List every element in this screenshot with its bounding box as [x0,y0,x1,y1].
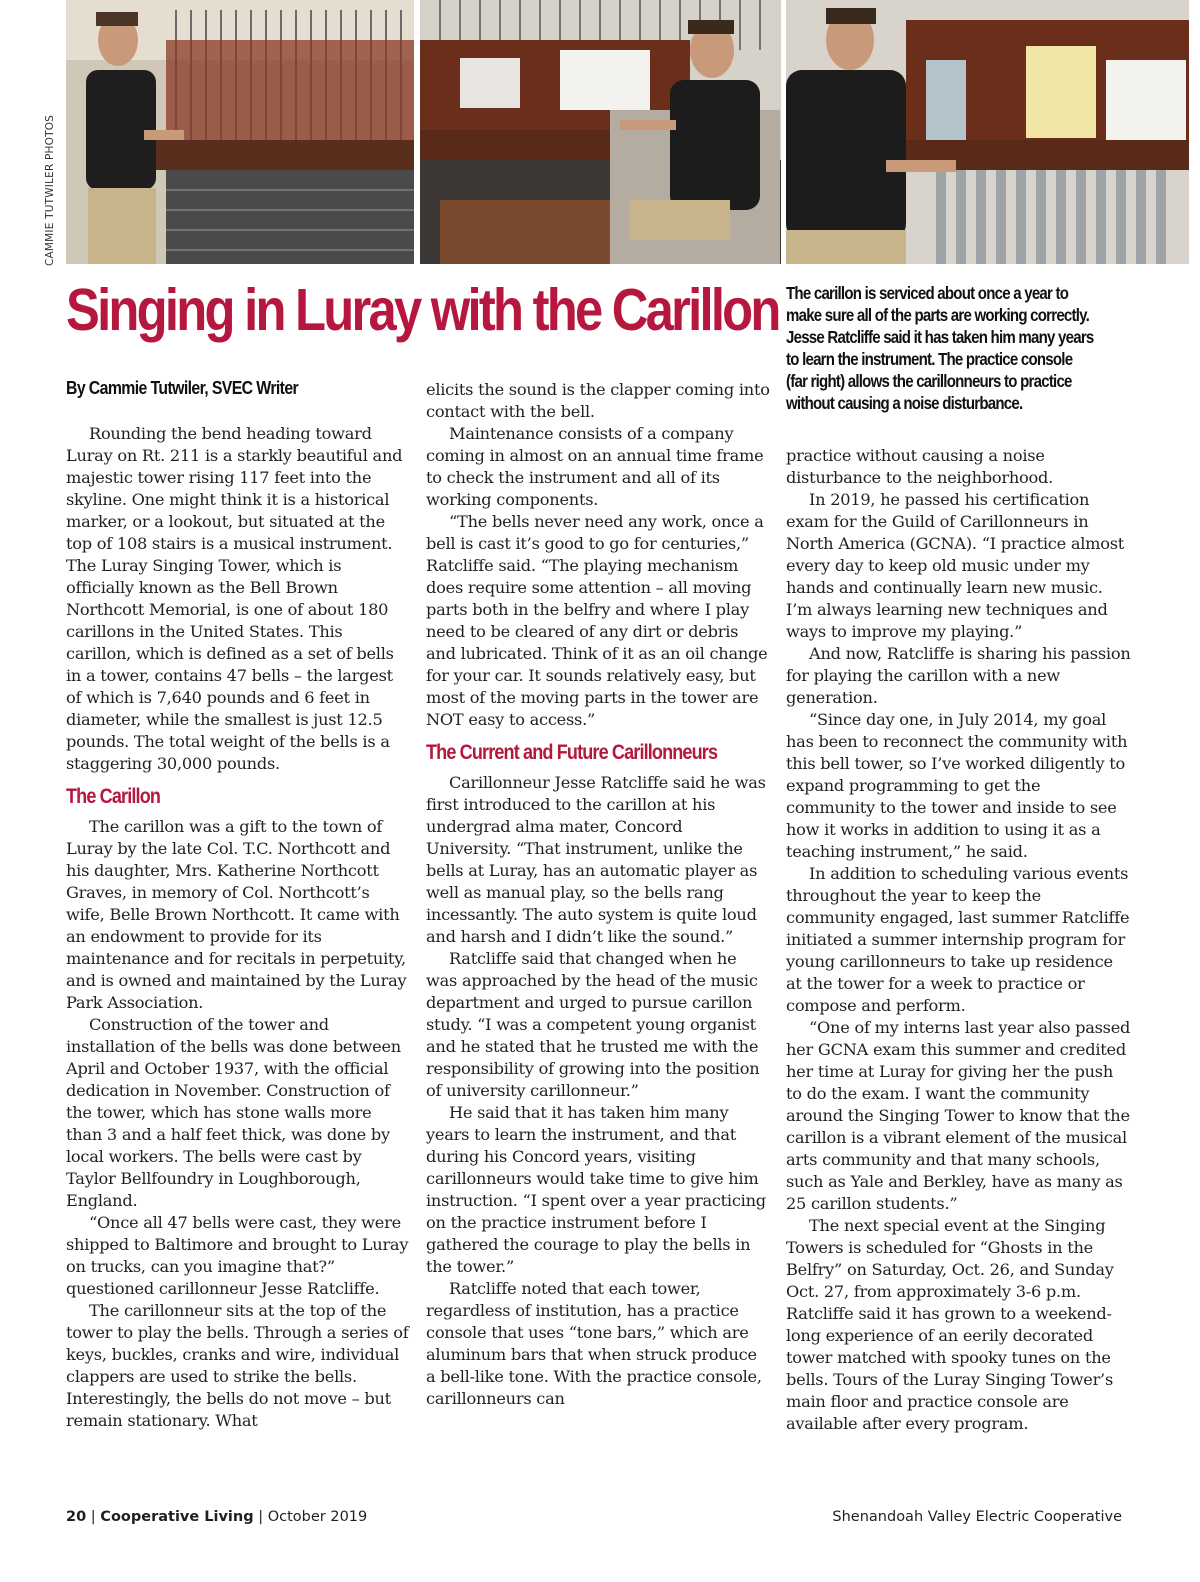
photo-playing-carillon [420,0,781,264]
photo-practice-console [786,0,1189,264]
paragraph: “Since day one, in July 2014, my goal has been to reconnect the community with this bell tower, so I’ve worked diligently to expand programming to get the community to the tower and inside to see how it works in addition to using it as a teaching instrument,” he said. [786,710,1128,861]
photo-explaining-console [66,0,414,264]
footer-separator: | [90,1509,96,1525]
paragraph: The carillon was a gift to the town of Luray by the late Col. T.C. Northcott and his daughter, Mrs. Katherine Northcott Graves, in memory of Col. Northcott’s wife, Belle Brown Northcott. It came with an endowment to provide for its maintenance and for recitals in perpetuity, and is owned and maintained by the Luray Park Association. [66,817,407,1012]
section-heading-the-carillon: The Carillon [66,785,161,808]
paragraph: Construction of the tower and installation of the bells was done between April and October 1937, with the official dedication in November. Construction of the tower, which has stone walls more than 3 and a half feet thick, was done by local workers. The bells were cast by Taylor Bellfoundry in Loughborough, England. [66,1015,401,1210]
paragraph: Ratcliffe said that changed when he was approached by the head of the music department and urged to pursue carillon study. “I was a competent young organist and he stated that he trusted me with the responsibility of growing into the position of university carillonneur.” [426,949,760,1100]
paragraph: Maintenance consists of a company coming in almost on an annual time frame to check the instrument and all of its working components. [426,424,764,509]
paragraph: The next special event at the Singing Towers is scheduled for “Ghosts in the Belfry” on Saturday, Oct. 26, and Sunday Oct. 27, from approximately 3-6 p.m. Ratcliffe said it has grown to a weekend-long experience of an eerily decorated tower matched with spooky tunes on the bells. Tours of the Luray Singing Tower’s main floor and practice console are available after every program. [786,1216,1114,1433]
paragraph: elicits the sound is the clapper coming into contact with the bell. [426,380,770,421]
page-title: Singing in Luray with the Carillon [66,277,779,343]
magazine-name: Cooperative Living [100,1509,254,1525]
paragraph: “The bells never need any work, once a bell is cast it’s good to go for centuries,” Ratcliffe said. “The playing mechanism does require some attention – all moving parts both in the belfry and where I play need to be cleared of any dirt or debris and lubricated. Think of it as an oil change for your car. It sounds relatively easy, but most of the moving parts in the tower are NOT easy to access.” [426,512,768,729]
paragraph: He said that it has taken him many years to learn the instrument, and that during his Concord years, visiting carillonneurs would take time to give him instruction. “I spent over a year practicing on the practice instrument before I gathered the courage to play the bells in the tower.” [426,1103,766,1276]
article-column-2 [426,379,771,1410]
footer-separator: | [258,1509,264,1525]
article-column-3 [786,445,1131,1435]
photo-credit: CAMMIE TUTWILER PHOTOS [44,114,56,266]
man-explaining-carillon-console-icon [66,0,414,264]
issue-date: October 2019 [267,1509,368,1525]
paragraph: practice without causing a noise disturbance to the neighborhood. [786,446,1054,487]
paragraph: Rounding the bend heading toward Luray on Rt. 211 is a starkly beautiful and majestic tower rising 117 feet into the skyline. One might think it is a historical marker, or a lookout, but situated at the top of 108 stairs is a musical instrument. The Luray Singing Tower, which is officially known as the Bell Brown Northcott Memorial, is one of about 180 carillons in the United States. This carillon, which is defined as a set of bells in a tower, contains 47 bells – the largest of which is 7,640 pounds and 6 feet in diameter, while the smallest is just 12.5 pounds. The total weight of the bells is a staggering 30,000 pounds. [66,424,403,773]
paragraph: In addition to scheduling various events throughout the year to keep the community engaged, last summer Ratcliffe initiated a summer internship program for young carillonneurs to take up residence at the tower for a week to practice or compose and perform. [786,864,1130,1015]
page-number: 20 [66,1509,87,1525]
paragraph: Ratcliffe noted that each tower, regardless of institution, has a practice console that uses “tone bars,” which are aluminum bars that when struck produce a bell-like tone. With the practice console, carillonneurs can [426,1279,762,1408]
paragraph: The carillonneur sits at the top of the tower to play the bells. Through a series of keys, buckles, cranks and wire, individual clappers are used to strike the bells. Interestingly, the bells do not move – but remain stationary. What [66,1301,409,1430]
page-footer-left [66,1509,367,1525]
photo-caption: The carillon is serviced about once a year to make sure all of the parts are working correctly. Jesse Ratcliffe said it has taken him many years to learn the instrument. The practice console (far right) allows the carillonneurs to practice without causing a noise disturbance. [786,283,1094,413]
paragraph: “One of my interns last year also passed her GCNA exam this summer and credited her time at Luray for giving her the push to do the exam. I want the community around the Singing Tower to know that the carillon is a vibrant element of the musical arts community and that many schools, such as Yale and Berkley, have as many as 25 carillon students.” [786,1018,1131,1213]
paragraph: Carillonneur Jesse Ratcliffe said he was first introduced to the carillon at his undergrad alma mater, Concord University. “That instrument, unlike the bells at Luray, has an automatic player as well as manual play, so the bells rang incessantly. The auto system is quite loud and harsh and I didn’t like the sound.” [426,773,766,946]
man-at-practice-console-icon [786,0,1189,264]
paragraph: And now, Ratcliffe is sharing his passion for playing the carillon with a new generation. [786,644,1131,707]
publisher-name: Shenandoah Valley Electric Cooperative [832,1509,1122,1525]
man-playing-carillon-icon [420,0,781,264]
paragraph: In 2019, he passed his certification exam for the Guild of Carillonneurs in North America (GCNA). “I practice almost every day to keep old music under my hands and continually learn new music. I’m always learning new techniques and ways to improve my playing.” [786,490,1125,641]
byline: By Cammie Tutwiler, SVEC Writer [66,378,299,398]
article-column-1 [66,423,411,1432]
section-heading-current-future: The Current and Future Carillonneurs [426,741,718,764]
paragraph: “Once all 47 bells were cast, they were shipped to Baltimore and brought to Luray on trucks, can you imagine that?” questioned carillonneur Jesse Ratcliffe. [66,1213,409,1298]
